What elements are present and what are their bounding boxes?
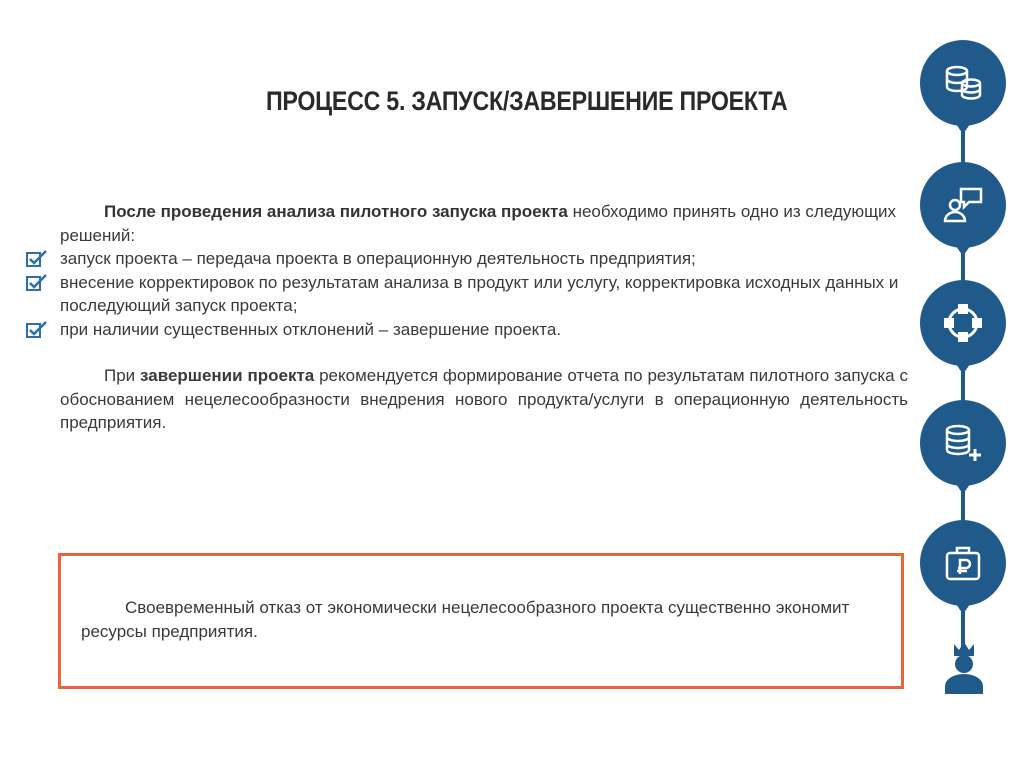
timeline (920, 0, 1024, 767)
ruble-briefcase-icon (941, 541, 985, 585)
option-text: внесение корректировок по результатам анализа в продукт или услугу, корректировка исходных данных и последующий запуск проекта; (60, 272, 899, 315)
recommendation-rest: рекомендуется формирование отчета по результатам пилотного запуска с обоснованием нецелесообразности внедрения нового продукта/услуги в операционную деятельность предприятия. (60, 366, 908, 432)
page-title: ПРОЦЕСС 5. ЗАПУСК/ЗАВЕРШЕНИЕ ПРОЕКТА (266, 86, 788, 116)
option-text: запуск проекта – передача проекта в операционную деятельность предприятия; (60, 249, 696, 268)
coins-stack-icon (941, 61, 985, 105)
list-item (60, 247, 908, 271)
presenter-chat-icon (941, 183, 985, 227)
network-nodes-icon (940, 300, 986, 346)
note-box (58, 553, 904, 689)
person-crown-icon (943, 640, 985, 701)
main-text (60, 200, 908, 435)
option-text: при наличии существенных отклонений – завершение проекта. (60, 319, 562, 339)
intro-bold: После проведения анализа пилотного запуска проекта (104, 202, 568, 221)
recommendation-paragraph (60, 364, 908, 435)
database-add-icon (941, 421, 985, 465)
timeline-node-presenter (920, 162, 1006, 262)
intro-rest: необходимо принять одно из следующих решений: (60, 202, 897, 245)
list-item (60, 318, 908, 342)
note-text: Своевременный отказ от экономически нецелесообразного проекта существенно экономит ресурсы предприятия. (81, 598, 850, 641)
timeline-node-ruble (920, 520, 1006, 620)
recommendation-lead: При (104, 366, 141, 385)
recommendation-bold: завершении проекта (140, 366, 315, 385)
timeline-node-network (920, 280, 1006, 380)
timeline-node-database (920, 400, 1006, 500)
options-list (60, 247, 908, 341)
timeline-node-coins (920, 40, 1006, 140)
checkbox-checked-icon (26, 274, 48, 292)
checkbox-checked-icon (26, 321, 48, 339)
list-item (60, 271, 908, 318)
checkbox-checked-icon (26, 250, 48, 268)
intro-paragraph (60, 200, 908, 247)
